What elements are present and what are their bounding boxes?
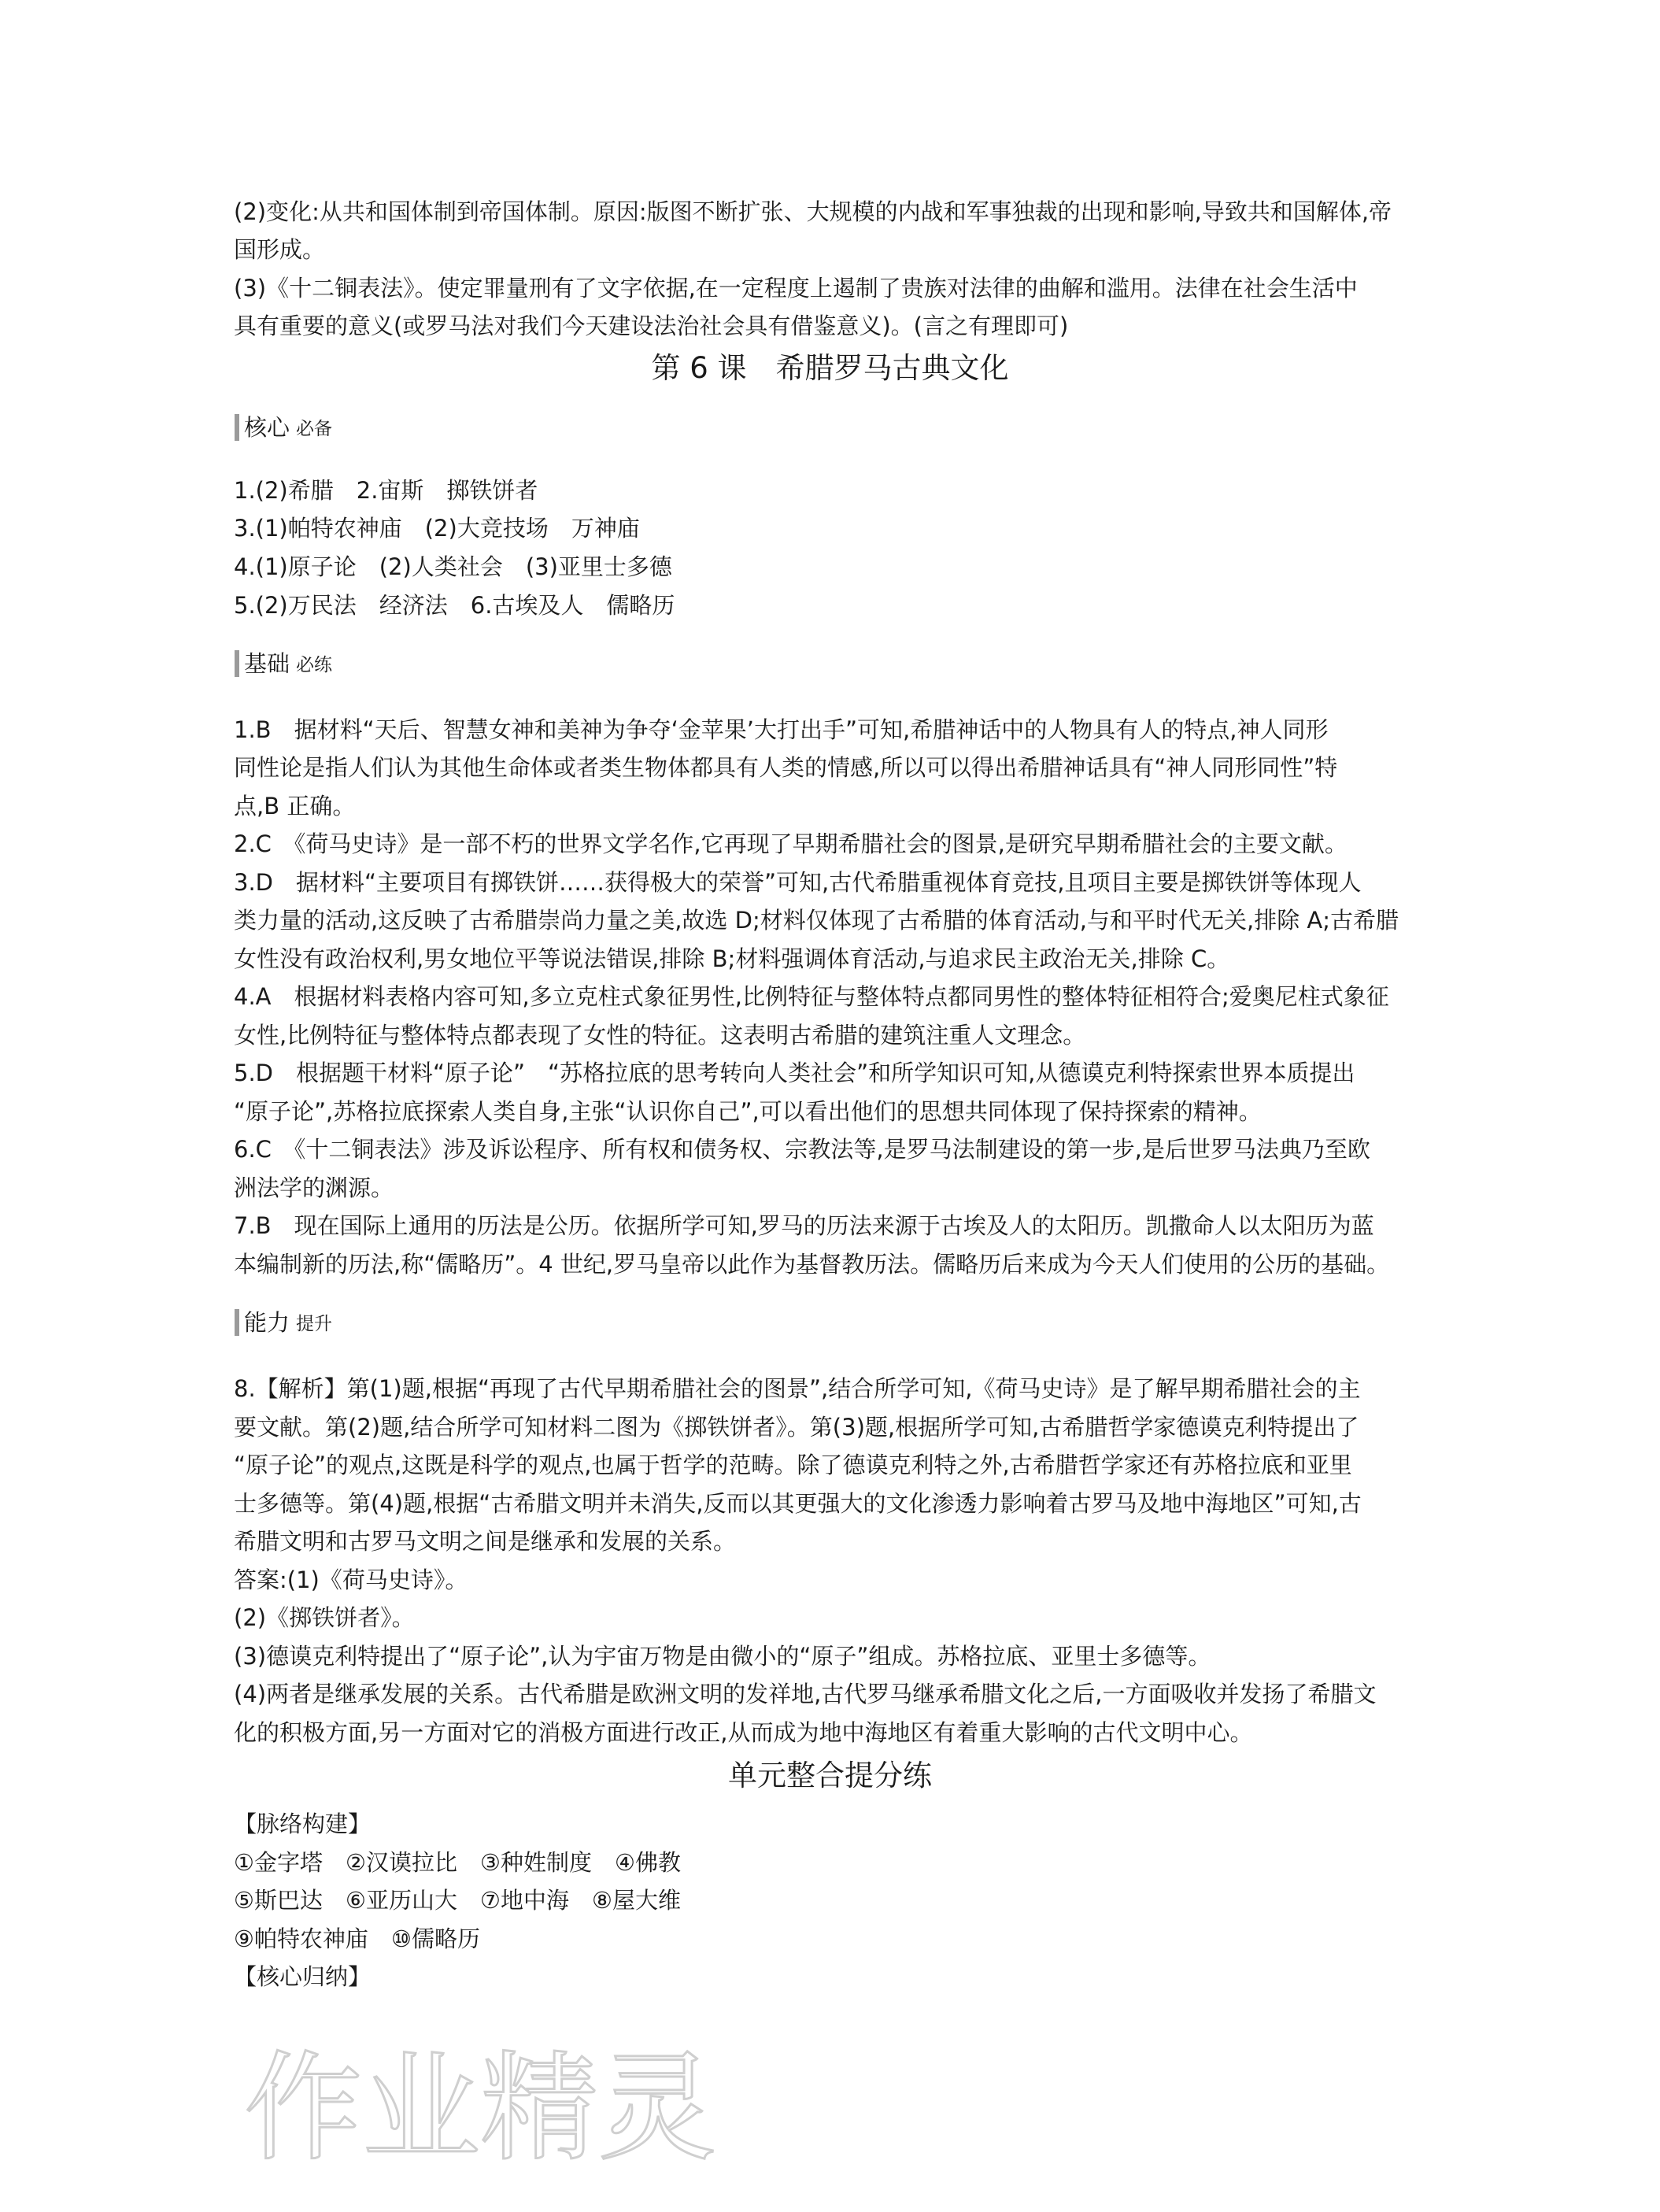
text-line: 士多德等。第(4)题,根据“古希腊文明并未消失,反而以其更强大的文化渗透力影响着古罗马及地中海地区”可知,古	[234, 1490, 1362, 1517]
section-sub-label: 必备	[296, 419, 333, 439]
section-sub-label: 必练	[296, 655, 333, 675]
text-line: (3)《十二铜表法》。使定罪量刑有了文字依据,在一定程度上遏制了贵族对法律的曲解和滥用。法律在社会生活中	[234, 275, 1358, 301]
text-line: 【脉络构建】	[234, 1811, 372, 1837]
text-line: 5.(2)万民法 经济法 6.古埃及人 儒略历	[234, 592, 675, 619]
text-line: 3.(1)帕特农神庙 (2)大竞技场 万神庙	[234, 515, 640, 542]
text-line: (4)两者是继承发展的关系。古代希腊是欧洲文明的发祥地,古代罗马继承希腊文化之后,一方面吸收并发扬了希腊文	[234, 1681, 1377, 1707]
text-line: 本编制新的历法,称“儒略历”。4 世纪,罗马皇帝以此作为基督教历法。儒略历后来成为今天人们使用的公历的基础。	[234, 1251, 1390, 1278]
text-line: 希腊文明和古罗马文明之间是继承和发展的关系。	[234, 1528, 737, 1555]
watermark-logo	[236, 2023, 717, 2181]
text-line: 5.D 根据题干材料“原子论” “苏格拉底的思考转向人类社会”和所学知识可知,从德谟克利特探索世界本质提出	[234, 1060, 1355, 1086]
text-line: (2)《掷铁饼者》。	[234, 1604, 415, 1631]
text-line: 3.D 据材料“主要项目有掷铁饼……获得极大的荣誉”可知,古代希腊重视体育竞技,且项目主要是掷铁饼等体现人	[234, 869, 1362, 896]
text-line: 女性没有政治权利,男女地位平等说法错误,排除 B;材料强调体育活动,与追求民主政治无关,排除 C。	[234, 945, 1230, 972]
text-line: 【核心归纳】	[234, 1963, 372, 1990]
text-line: 8.【解析】第(1)题,根据“再现了古代早期希腊社会的图景”,结合所学可知,《荷马史诗》是了解早期希腊社会的主	[234, 1375, 1361, 1402]
text-line: 洲法学的渊源。	[234, 1174, 394, 1201]
section-bar	[235, 414, 239, 441]
text-line: 6.C 《十二铜表法》涉及诉讼程序、所有权和债务权、宗教法等,是罗马法制建设的第一步,是后世罗马法典乃至欧	[234, 1136, 1370, 1163]
text-line: ⑨帕特农神庙 ⑩儒略历	[234, 1925, 480, 1952]
text-line: (2)变化:从共和国体制到帝国体制。原因:版图不断扩张、大规模的内战和军事独裁的出现和影响,导致共和国解体,帝	[234, 198, 1392, 225]
section-main-label: 基础	[244, 650, 290, 677]
text-line: 1.B 据材料“天后、智慧女神和美神为争夺‘金苹果’大打出手”可知,希腊神话中的人物具有人的特点,神人同形	[234, 716, 1329, 743]
section-main-label: 核心	[244, 414, 290, 441]
text-line: 答案:(1)《荷马史诗》。	[234, 1567, 468, 1593]
section-sub-label: 提升	[296, 1314, 333, 1334]
section-header-core	[235, 411, 332, 441]
text-line: 2.C 《荷马史诗》是一部不朽的世界文学名作,它再现了早期希腊社会的图景,是研究早期希腊社会的主要文献。	[234, 830, 1348, 857]
section-bar	[235, 1309, 239, 1336]
text-line: 同性论是指人们认为其他生命体或者类生物体都具有人类的情感,所以可以得出希腊神话具有“神人同形同性”特	[234, 754, 1338, 781]
section-bar	[235, 650, 239, 677]
text-line: 1.(2)希腊 2.宙斯 掷铁饼者	[234, 477, 538, 504]
lesson-title: 第 6 课 希腊罗马古典文化	[651, 351, 1009, 385]
text-line: ①金字塔 ②汉谟拉比 ③种姓制度 ④佛教	[234, 1849, 681, 1876]
text-line: 国形成。	[234, 236, 326, 263]
text-line: 要文献。第(2)题,结合所学可知材料二图为《掷铁饼者》。第(3)题,根据所学可知,古希腊哲学家德谟克利特提出了	[234, 1414, 1359, 1441]
text-line: ⑤斯巴达 ⑥亚历山大 ⑦地中海 ⑧屋大维	[234, 1887, 681, 1914]
text-line: (3)德谟克利特提出了“原子论”,认为宇宙万物是由微小的“原子”组成。苏格拉底、亚里士多德等。	[234, 1643, 1211, 1670]
section-main-label: 能力	[244, 1309, 290, 1336]
text-line: “原子论”的观点,这既是科学的观点,也属于哲学的范畴。除了德谟克利特之外,古希腊哲学家还有苏格拉底和亚里	[234, 1452, 1352, 1478]
section-header-basic	[235, 647, 332, 677]
text-line: 具有重要的意义(或罗马法对我们今天建设法治社会具有借鉴意义)。(言之有理即可)	[234, 313, 1069, 339]
unit-title: 单元整合提分练	[728, 1759, 932, 1792]
text-line: 4.A 根据材料表格内容可知,多立克柱式象征男性,比例特征与整体特点都同男性的整体特征相符合;爱奥尼柱式象征	[234, 983, 1389, 1010]
text-line: 化的积极方面,另一方面对它的消极方面进行改正,从而成为地中海地区有着重大影响的古代文明中心。	[234, 1719, 1253, 1746]
text-line: 女性,比例特征与整体特点都表现了女性的特征。这表明古希腊的建筑注重人文理念。	[234, 1022, 1086, 1049]
text-line: 4.(1)原子论 (2)人类社会 (3)亚里士多德	[234, 553, 672, 580]
text-line: 7.B 现在国际上通用的历法是公历。依据所学可知,罗马的历法来源于古埃及人的太阳历。凯撒命人以太阳历为蓝	[234, 1212, 1374, 1239]
text-line: 类力量的活动,这反映了古希腊崇尚力量之美,故选 D;材料仅体现了古希腊的体育活动,与和平时代无关,排除 A;古希腊	[234, 907, 1399, 934]
watermark-text: 作业精灵	[244, 2040, 717, 2177]
section-header-ability	[235, 1306, 332, 1336]
text-line: 点,B 正确。	[234, 793, 356, 819]
text-line: “原子论”,苏格拉底探索人类自身,主张“认识你自己”,可以看出他们的思想共同体现了保持探索的精神。	[234, 1098, 1262, 1125]
